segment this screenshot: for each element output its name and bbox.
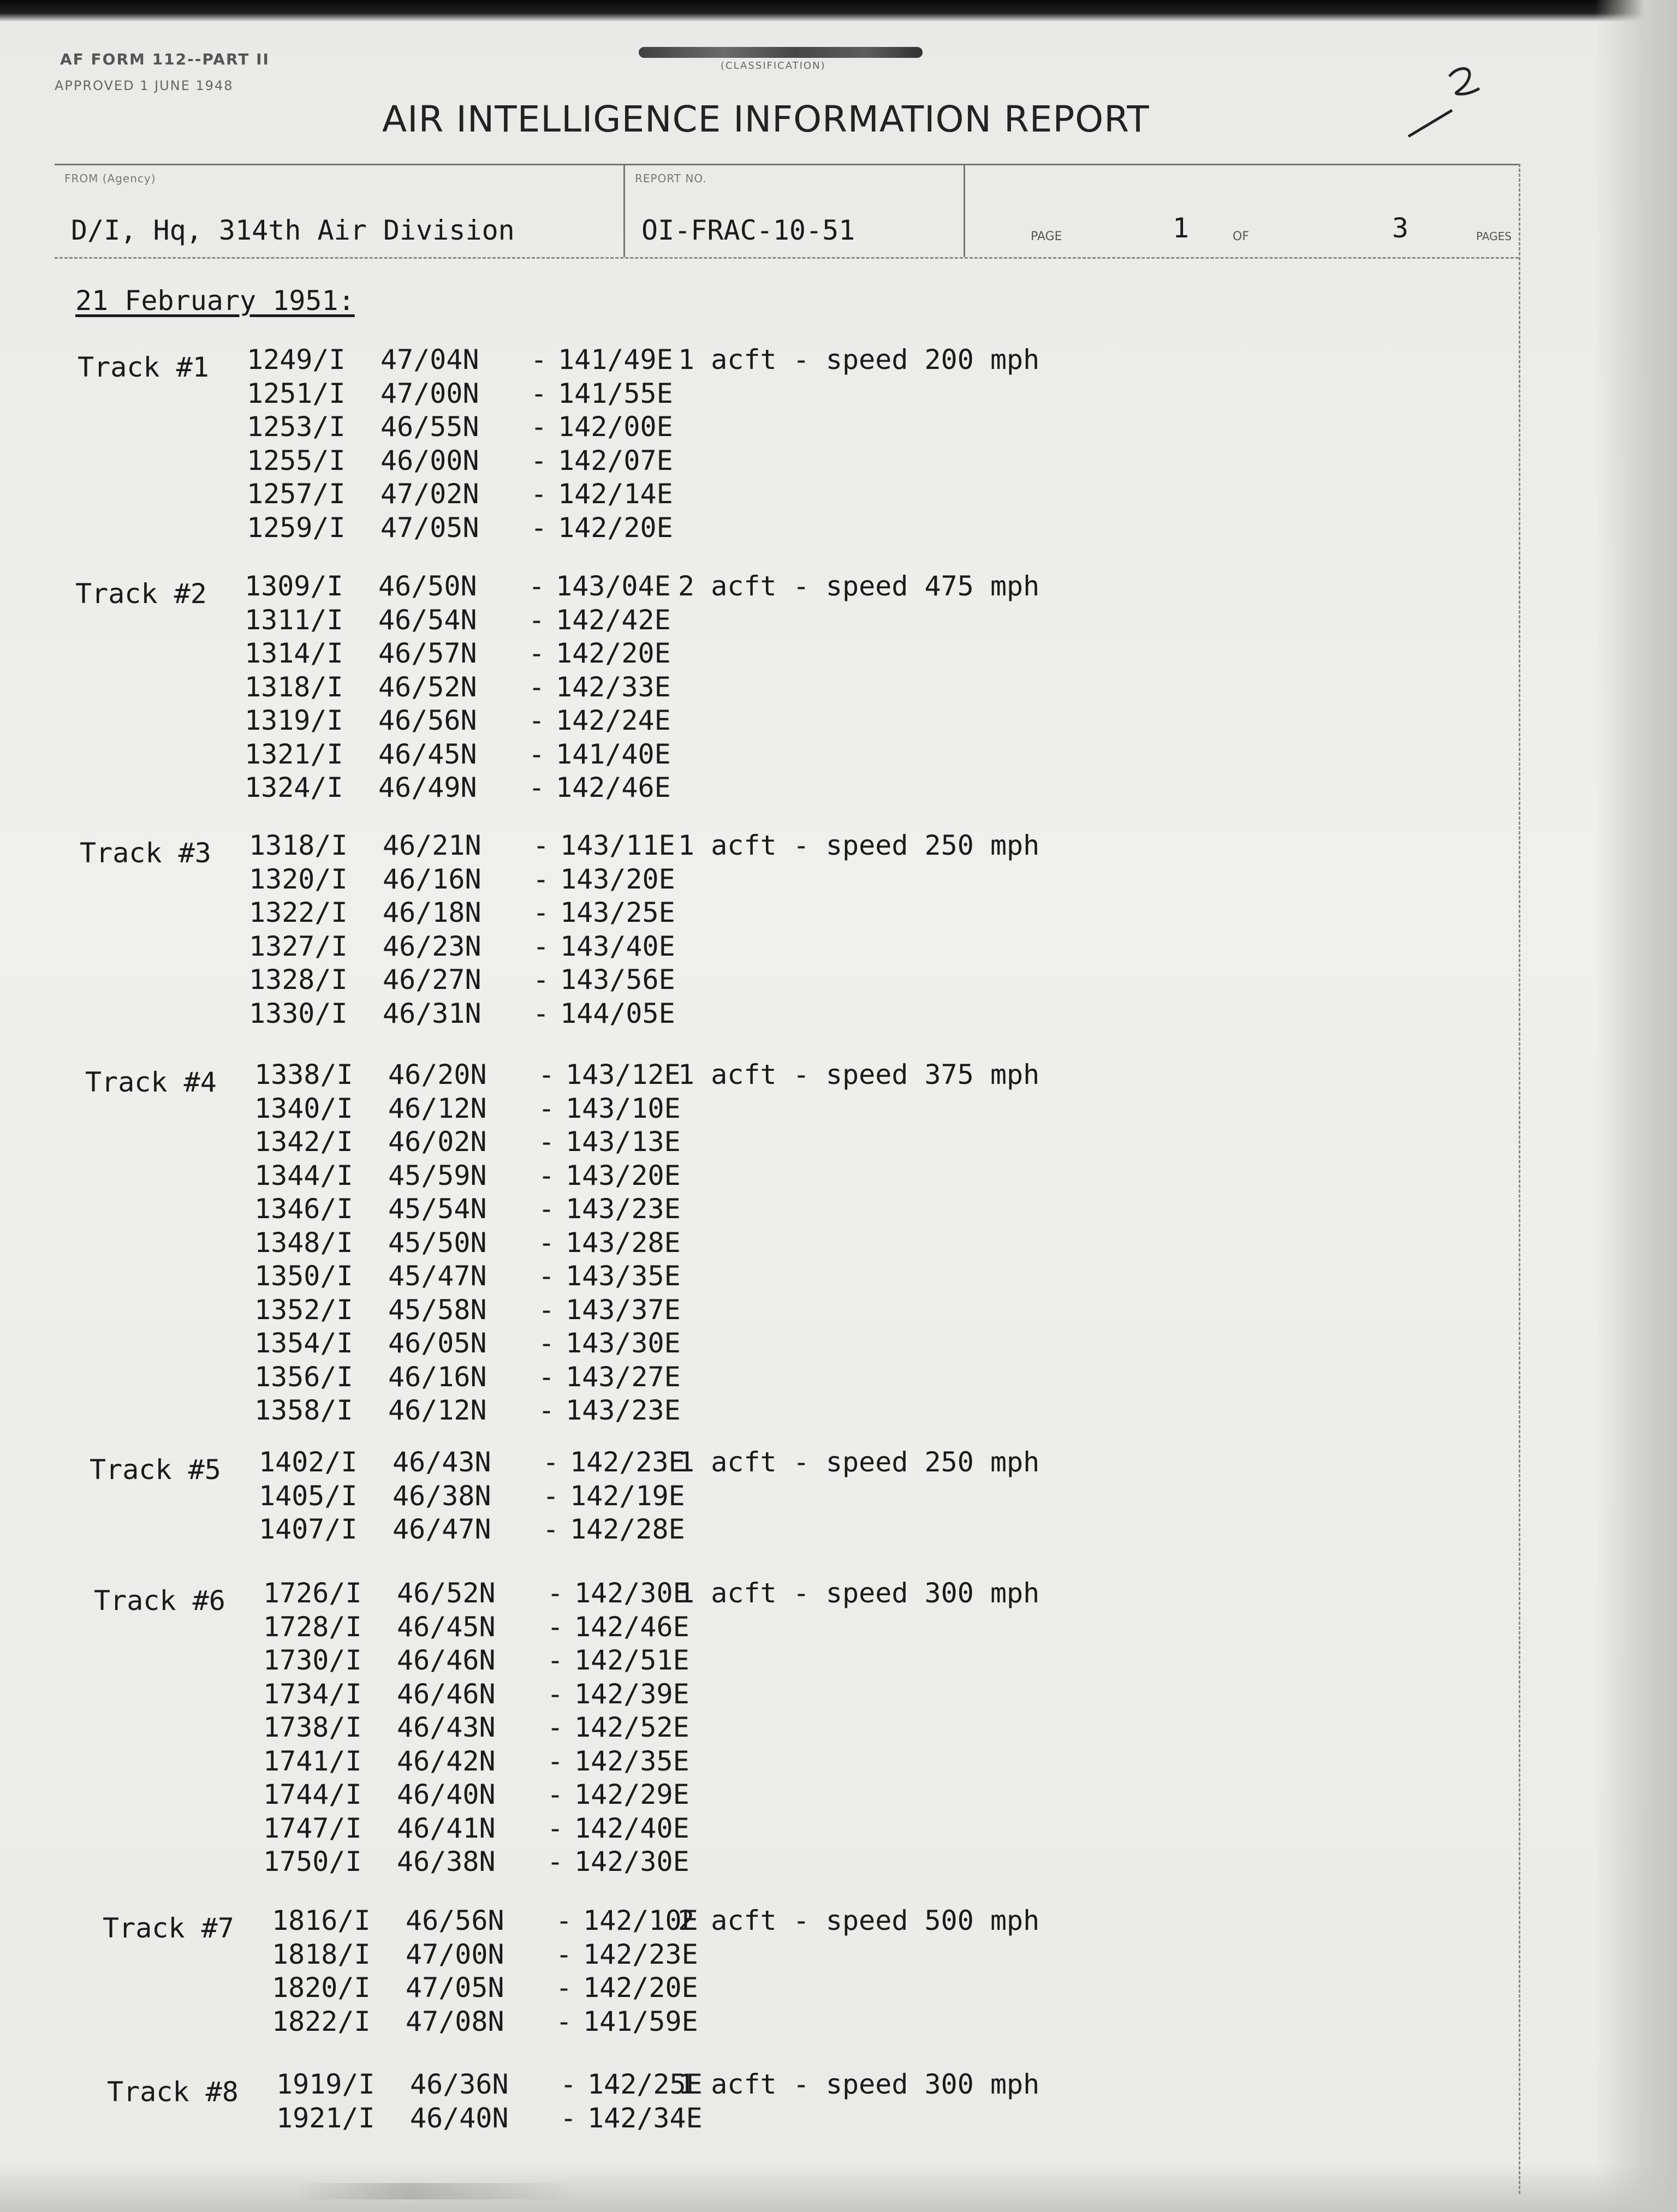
plot-latitude: 47/08N: [406, 2005, 504, 2037]
plot-separator: -: [528, 637, 545, 669]
plot-time: 1358/I: [254, 1394, 353, 1426]
plot-longitude: 142/35E: [574, 1745, 689, 1777]
plot-time: 1318/I: [245, 671, 343, 703]
plot-longitude: 142/00E: [558, 411, 673, 443]
plot-time: 1318/I: [249, 830, 348, 861]
plot-longitude: 143/37E: [566, 1293, 681, 1326]
plot-longitude: 142/30E: [574, 1846, 689, 1877]
plot-time: 1340/I: [254, 1092, 353, 1124]
plot-latitude: 45/50N: [388, 1226, 487, 1259]
plot-longitude: 143/20E: [566, 1159, 681, 1191]
plot-longitude: 142/52E: [574, 1712, 689, 1743]
plot-longitude: 142/10E: [583, 1905, 698, 1936]
plot-time: 1350/I: [254, 1260, 353, 1292]
plot-latitude: 46/38N: [393, 1480, 491, 1512]
plot-time: 1734/I: [263, 1678, 362, 1710]
plot-time: 1322/I: [249, 897, 348, 928]
track-summary: 1 acft - speed 300 mph: [678, 2068, 1040, 2100]
plot-separator: -: [538, 1193, 555, 1225]
plot-latitude: 45/47N: [388, 1260, 487, 1292]
plot-separator: -: [531, 377, 548, 409]
plot-latitude: 46/16N: [383, 863, 481, 895]
plot-latitude: 46/40N: [410, 2102, 509, 2134]
plot-time: 1324/I: [245, 772, 343, 803]
plot-separator: -: [533, 930, 550, 962]
track-summary: 1 acft - speed 375 mph: [678, 1059, 1040, 1090]
track-label: Track #8: [107, 2076, 239, 2108]
plot-separator: -: [556, 2005, 573, 2037]
plot-separator: -: [528, 738, 545, 770]
pages-label: PAGES: [1476, 230, 1512, 243]
track-summary: 1 acft - speed 200 mph: [678, 344, 1040, 375]
plot-latitude: 46/54N: [378, 604, 477, 636]
plot-time: 1330/I: [249, 997, 348, 1029]
bottom-smudge: [295, 2183, 579, 2199]
plot-latitude: 46/56N: [406, 1905, 504, 1936]
track-summary: 2 acft - speed 475 mph: [678, 570, 1040, 602]
plot-time: 1319/I: [245, 705, 343, 736]
plot-latitude: 46/00N: [380, 444, 479, 476]
plot-longitude: 142/51E: [574, 1644, 689, 1676]
plot-longitude: 143/12E: [566, 1059, 681, 1090]
plot-separator: -: [533, 897, 550, 928]
plot-longitude: 143/23E: [566, 1193, 681, 1225]
plot-time: 1311/I: [245, 604, 343, 636]
plot-separator: -: [538, 1226, 555, 1259]
plot-latitude: 45/58N: [388, 1293, 487, 1326]
plot-latitude: 46/16N: [388, 1361, 487, 1393]
plot-longitude: 142/14E: [558, 478, 673, 510]
report-number-cell: [625, 165, 965, 257]
plot-separator: -: [528, 671, 545, 703]
plot-separator: -: [538, 1361, 555, 1393]
plot-time: 1253/I: [247, 411, 346, 443]
plot-time: 1257/I: [247, 478, 346, 510]
plot-latitude: 45/54N: [388, 1193, 487, 1225]
plot-time: 1342/I: [254, 1126, 353, 1158]
plot-time: 1309/I: [245, 570, 343, 602]
plot-separator: -: [531, 344, 548, 375]
plot-longitude: 142/46E: [556, 772, 671, 803]
track-label: Track #4: [85, 1066, 217, 1098]
handwritten-page-mark-icon: [1398, 60, 1496, 147]
plot-longitude: 142/42E: [556, 604, 671, 636]
plot-separator: -: [547, 1745, 564, 1777]
plot-time: 1738/I: [263, 1712, 362, 1743]
track-summary: 1 acft - speed 250 mph: [678, 830, 1040, 861]
right-margin-rule: [1519, 164, 1520, 2194]
plot-latitude: 46/40N: [397, 1779, 496, 1810]
plot-time: 1327/I: [249, 930, 348, 962]
plot-latitude: 45/59N: [388, 1159, 487, 1191]
plot-longitude: 141/55E: [558, 377, 673, 409]
plot-separator: -: [547, 1644, 564, 1676]
plot-time: 1921/I: [276, 2102, 375, 2134]
plot-separator: -: [547, 1779, 564, 1810]
plot-longitude: 143/35E: [566, 1260, 681, 1292]
plot-time: 1747/I: [263, 1812, 362, 1844]
plot-time: 1741/I: [263, 1745, 362, 1777]
plot-longitude: 142/33E: [556, 671, 671, 703]
plot-longitude: 142/20E: [558, 511, 673, 544]
plot-time: 1251/I: [247, 377, 346, 409]
plot-time: 1730/I: [263, 1644, 362, 1676]
plot-latitude: 46/46N: [397, 1678, 496, 1710]
plot-separator: -: [543, 1513, 560, 1545]
plot-time: 1328/I: [249, 964, 348, 995]
plot-latitude: 46/27N: [383, 964, 481, 995]
plot-longitude: 141/59E: [583, 2005, 698, 2037]
plot-longitude: 143/56E: [560, 964, 675, 995]
plot-separator: -: [547, 1678, 564, 1710]
plot-separator: -: [528, 604, 545, 636]
track-summary: 1 acft - speed 300 mph: [678, 1577, 1040, 1609]
plot-latitude: 46/05N: [388, 1327, 487, 1359]
plot-time: 1348/I: [254, 1226, 353, 1259]
plot-latitude: 47/04N: [380, 344, 479, 375]
plot-latitude: 46/21N: [383, 830, 481, 861]
plot-latitude: 46/57N: [378, 637, 477, 669]
plot-separator: -: [533, 863, 550, 895]
plot-latitude: 47/02N: [380, 478, 479, 510]
classification-block: [639, 45, 923, 71]
plot-latitude: 46/52N: [378, 671, 477, 703]
plot-longitude: 143/25E: [560, 897, 675, 928]
plot-time: 1354/I: [254, 1327, 353, 1359]
page-cell: [965, 165, 1517, 257]
plot-time: 1407/I: [259, 1513, 358, 1545]
plot-separator: -: [543, 1446, 560, 1478]
plot-separator: -: [556, 1972, 573, 2004]
plot-latitude: 47/05N: [380, 511, 479, 544]
plot-time: 1321/I: [245, 738, 343, 770]
plot-longitude: 142/29E: [574, 1779, 689, 1810]
from-value: D/I, Hq, 314th Air Division: [71, 214, 515, 246]
plot-time: 1402/I: [259, 1446, 358, 1478]
track-label: Track #2: [75, 578, 207, 610]
plot-longitude: 142/34E: [587, 2102, 703, 2134]
plot-separator: -: [533, 964, 550, 995]
plot-longitude: 142/19E: [570, 1480, 685, 1512]
classification-redaction: [639, 47, 923, 58]
plot-longitude: 143/11E: [560, 830, 675, 861]
plot-latitude: 46/02N: [388, 1126, 487, 1158]
plot-latitude: 46/55N: [380, 411, 479, 443]
plot-time: 1249/I: [247, 344, 346, 375]
plot-separator: -: [531, 411, 548, 443]
page-total: 3: [1392, 212, 1409, 244]
plot-latitude: 47/00N: [406, 1938, 504, 1970]
plot-separator: -: [538, 1126, 555, 1158]
plot-longitude: 143/30E: [566, 1327, 681, 1359]
plot-time: 1255/I: [247, 444, 346, 476]
plot-longitude: 143/10E: [566, 1092, 681, 1124]
report-date: 21 February 1951:: [75, 285, 355, 317]
plot-longitude: 143/23E: [566, 1394, 681, 1426]
scan-edge-bottom: [0, 2163, 1677, 2212]
plot-separator: -: [531, 444, 548, 476]
report-number-label: REPORT NO.: [635, 172, 707, 185]
plot-longitude: 142/23E: [583, 1938, 698, 1970]
track-summary: 1 acft - speed 250 mph: [678, 1446, 1040, 1478]
plot-longitude: 142/30E: [574, 1577, 689, 1609]
plot-time: 1919/I: [276, 2068, 375, 2100]
plot-time: 1750/I: [263, 1846, 362, 1877]
track-label: Track #3: [80, 837, 211, 869]
scan-edge-right: [1595, 0, 1677, 2212]
approval-date: APPROVED 1 JUNE 1948: [55, 78, 234, 93]
plot-latitude: 46/38N: [397, 1846, 496, 1877]
plot-longitude: 142/40E: [574, 1812, 689, 1844]
plot-longitude: 142/25E: [587, 2068, 703, 2100]
plot-time: 1818/I: [272, 1938, 371, 1970]
plot-separator: -: [547, 1611, 564, 1643]
plot-separator: -: [531, 478, 548, 510]
track-label: Track #6: [94, 1585, 225, 1617]
plot-time: 1344/I: [254, 1159, 353, 1191]
plot-time: 1726/I: [263, 1577, 362, 1609]
plot-longitude: 141/40E: [556, 738, 671, 770]
plot-time: 1728/I: [263, 1611, 362, 1643]
plot-longitude: 143/27E: [566, 1361, 681, 1393]
plot-time: 1259/I: [247, 511, 346, 544]
plot-separator: -: [547, 1577, 564, 1609]
page-label: PAGE: [1031, 230, 1062, 243]
plot-latitude: 46/31N: [383, 997, 481, 1029]
plot-latitude: 46/12N: [388, 1092, 487, 1124]
from-label: FROM (Agency): [64, 172, 156, 185]
plot-separator: -: [543, 1480, 560, 1512]
plot-latitude: 46/12N: [388, 1394, 487, 1426]
classification-label: (CLASSIFICATION): [721, 60, 826, 71]
plot-longitude: 142/28E: [570, 1513, 685, 1545]
plot-latitude: 46/49N: [378, 772, 477, 803]
plot-separator: -: [533, 997, 550, 1029]
plot-longitude: 142/23E: [570, 1446, 685, 1478]
plot-separator: -: [547, 1846, 564, 1877]
plot-latitude: 46/56N: [378, 705, 477, 736]
of-label: OF: [1233, 230, 1249, 243]
plot-latitude: 46/50N: [378, 570, 477, 602]
plot-separator: -: [528, 705, 545, 736]
plot-longitude: 141/49E: [558, 344, 673, 375]
plot-latitude: 47/05N: [406, 1972, 504, 2004]
plot-latitude: 46/18N: [383, 897, 481, 928]
plot-time: 1405/I: [259, 1480, 358, 1512]
plot-latitude: 46/45N: [397, 1611, 496, 1643]
plot-longitude: 142/20E: [556, 637, 671, 669]
report-header: [55, 164, 1519, 259]
plot-latitude: 47/00N: [380, 377, 479, 409]
plot-separator: -: [538, 1327, 555, 1359]
plot-longitude: 143/04E: [556, 570, 671, 602]
report-title: AIR INTELLIGENCE INFORMATION REPORT: [382, 98, 1150, 140]
plot-separator: -: [547, 1812, 564, 1844]
plot-time: 1822/I: [272, 2005, 371, 2037]
plot-latitude: 46/46N: [397, 1644, 496, 1676]
track-summary: 2 acft - speed 500 mph: [678, 1905, 1040, 1936]
track-label: Track #7: [103, 1912, 234, 1944]
plot-latitude: 46/43N: [393, 1446, 491, 1478]
plot-time: 1816/I: [272, 1905, 371, 1936]
plot-separator: -: [560, 2068, 577, 2100]
plot-separator: -: [533, 830, 550, 861]
plot-separator: -: [538, 1059, 555, 1090]
report-number-value: OI-FRAC-10-51: [641, 214, 855, 246]
plot-latitude: 46/43N: [397, 1712, 496, 1743]
from-cell: [55, 165, 625, 257]
plot-separator: -: [556, 1905, 573, 1936]
plot-separator: -: [538, 1394, 555, 1426]
plot-time: 1356/I: [254, 1361, 353, 1393]
plot-latitude: 46/52N: [397, 1577, 496, 1609]
plot-separator: -: [538, 1159, 555, 1191]
plot-longitude: 142/07E: [558, 444, 673, 476]
plot-separator: -: [538, 1260, 555, 1292]
plot-separator: -: [538, 1092, 555, 1124]
scan-edge-top: [0, 0, 1677, 22]
plot-latitude: 46/42N: [397, 1745, 496, 1777]
plot-time: 1820/I: [272, 1972, 371, 2004]
plot-time: 1320/I: [249, 863, 348, 895]
plot-longitude: 143/28E: [566, 1226, 681, 1259]
plot-latitude: 46/23N: [383, 930, 481, 962]
plot-latitude: 46/41N: [397, 1812, 496, 1844]
plot-separator: -: [531, 511, 548, 544]
plot-longitude: 143/20E: [560, 863, 675, 895]
plot-separator: -: [528, 772, 545, 803]
plot-longitude: 143/40E: [560, 930, 675, 962]
plot-latitude: 46/47N: [393, 1513, 491, 1545]
plot-separator: -: [560, 2102, 577, 2134]
page-number: 1: [1173, 212, 1190, 244]
plot-separator: -: [538, 1293, 555, 1326]
plot-time: 1352/I: [254, 1293, 353, 1326]
plot-separator: -: [528, 570, 545, 602]
plot-time: 1744/I: [263, 1779, 362, 1810]
plot-separator: -: [556, 1938, 573, 1970]
track-label: Track #1: [78, 351, 209, 383]
plot-latitude: 46/20N: [388, 1059, 487, 1090]
plot-longitude: 143/13E: [566, 1126, 681, 1158]
plot-time: 1338/I: [254, 1059, 353, 1090]
plot-longitude: 142/46E: [574, 1611, 689, 1643]
plot-longitude: 144/05E: [560, 997, 675, 1029]
plot-longitude: 142/24E: [556, 705, 671, 736]
plot-longitude: 142/20E: [583, 1972, 698, 2004]
track-label: Track #5: [90, 1454, 221, 1486]
plot-separator: -: [547, 1712, 564, 1743]
plot-longitude: 142/39E: [574, 1678, 689, 1710]
plot-latitude: 46/45N: [378, 738, 477, 770]
plot-time: 1314/I: [245, 637, 343, 669]
plot-latitude: 46/36N: [410, 2068, 509, 2100]
form-number: AF FORM 112--PART II: [60, 50, 270, 68]
plot-time: 1346/I: [254, 1193, 353, 1225]
